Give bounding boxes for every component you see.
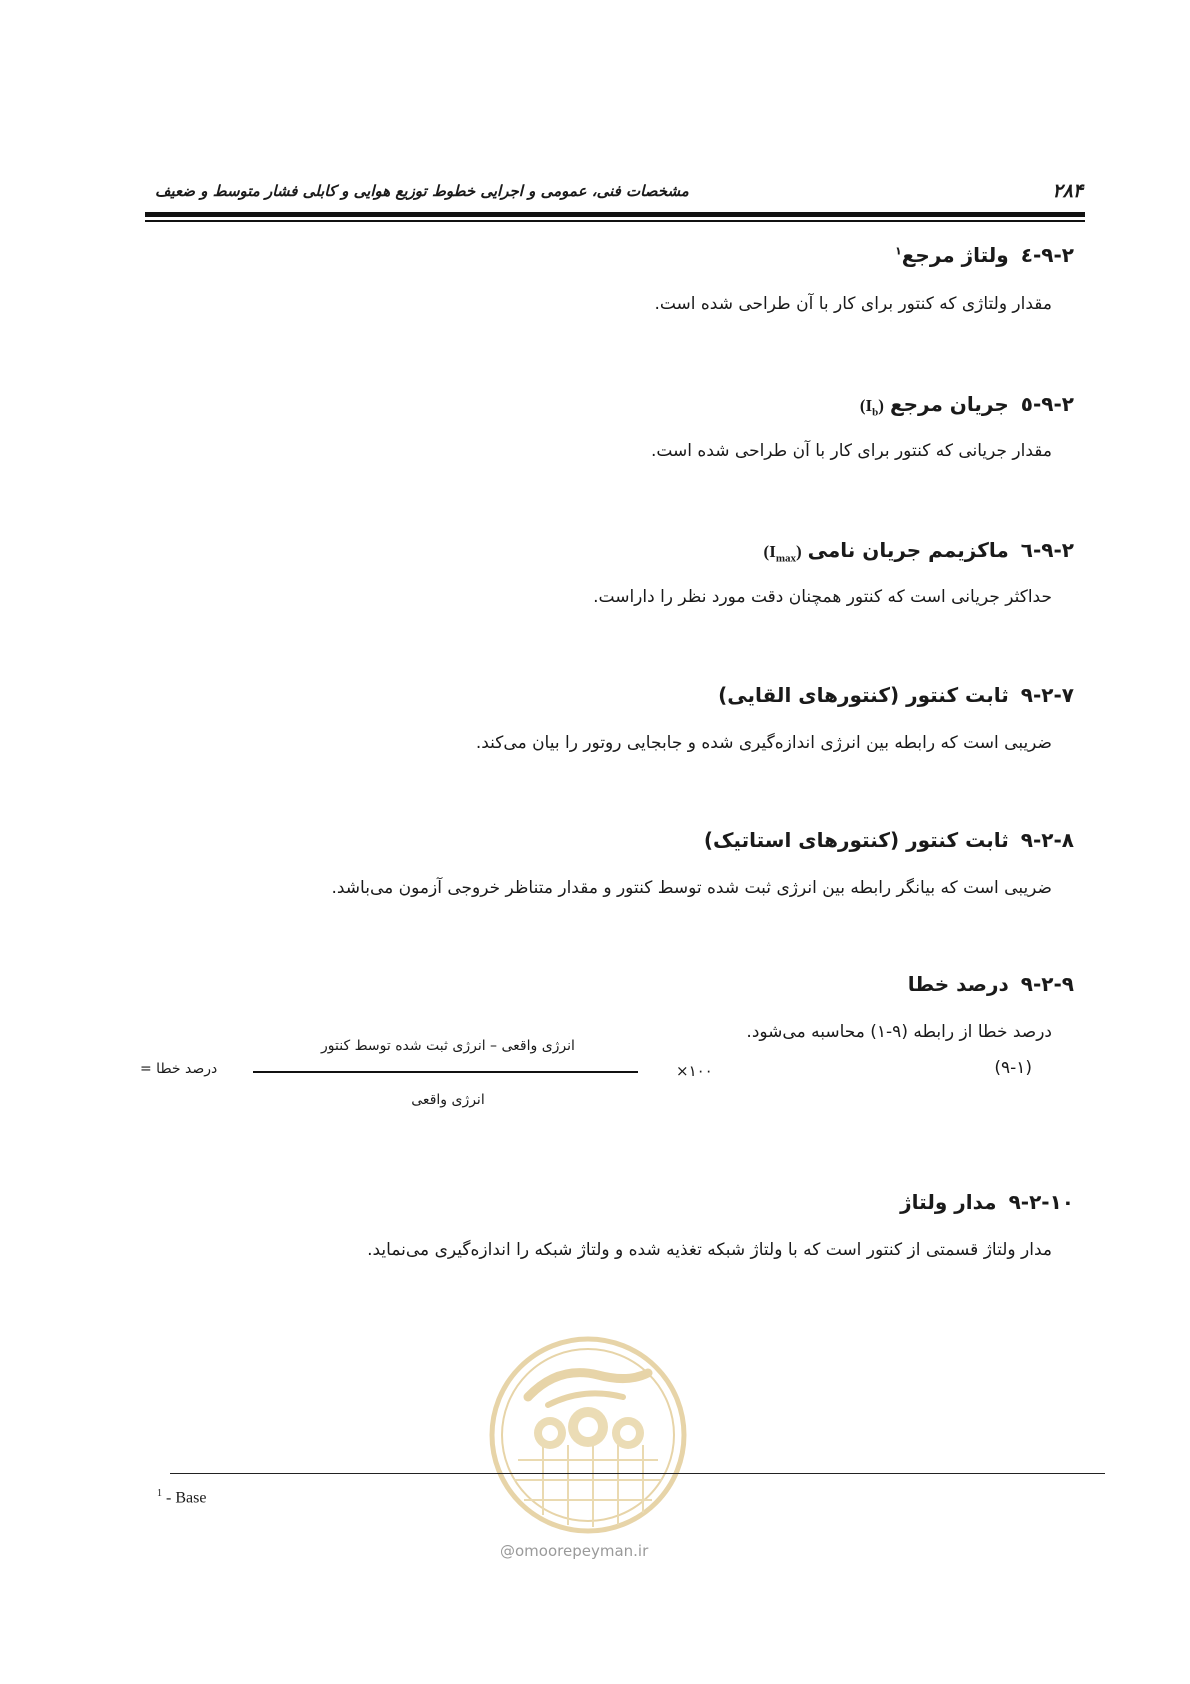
- section-number: ۹-۲-۷: [1020, 683, 1074, 707]
- watermark-url: @omoorepeyman.ir: [500, 1542, 649, 1560]
- symbol: $(I_b)$: [859, 396, 884, 419]
- header-rule-thick: [145, 212, 1085, 217]
- section-heading-9-2-6: [764, 538, 1074, 564]
- section-body-9-2-5: مقدار جریانی که کنتور برای کار با آن طراحی شده است.: [650, 441, 1052, 461]
- footnote-text: - Base: [162, 1489, 207, 1507]
- section-heading-9-2-9: [908, 972, 1074, 996]
- equation-label: (۹-۱): [994, 1058, 1032, 1078]
- footnote-reference: ۱: [895, 244, 902, 258]
- section-body-9-2-10: مدار ولتاژ قسمتی از کنتور است که با ولتاژ شبکه تغذیه شده و ولتاژ شبکه را اندازه‌گیری می‌نماید.: [367, 1240, 1052, 1260]
- section-title: ثابت کنتور (کنتورهای القایی): [718, 683, 1009, 707]
- section-body-9-2-9: درصد خطا از رابطه (۹-۱) محاسبه می‌شود.: [746, 1022, 1052, 1042]
- section-number: ۹-۲-٤: [1020, 243, 1074, 267]
- fraction-bar: [253, 1071, 638, 1073]
- section-body-9-2-4: مقدار ولتاژی که کنتور برای کار با آن طراحی شده است.: [654, 294, 1052, 314]
- section-heading-9-2-4: [895, 243, 1074, 267]
- section-title: ولتاژ مرجع: [901, 243, 1009, 267]
- section-number: ۹-۲-٥: [1020, 392, 1074, 416]
- section-heading-9-2-5: [860, 392, 1074, 418]
- section-title: درصد خطا: [907, 972, 1009, 996]
- footnote-marker: 1: [157, 1488, 162, 1499]
- section-title: ماکزیمم جریان نامی: [807, 538, 1009, 562]
- section-number: ۹-۲-۸: [1020, 828, 1074, 852]
- watermark-logo-icon: [488, 1335, 688, 1535]
- section-number: ۹-۲-٦: [1020, 538, 1074, 562]
- running-header-title: مشخصات فنی، عمومی و اجرایی خطوط توزیع هوایی و کابلی فشار متوسط و ضعیف: [155, 182, 689, 200]
- section-number: ۹-۲-۹: [1020, 972, 1074, 996]
- formula-multiplier: ×۱۰۰: [676, 1062, 713, 1080]
- section-title: جریان مرجع: [889, 392, 1009, 416]
- fraction-denominator: انرژی واقعی: [411, 1092, 485, 1108]
- section-title: مدار ولتاژ: [900, 1190, 997, 1214]
- section-body-9-2-7: ضریبی است که رابطه بین انرژی اندازه‌گیری شده و جابجایی روتور را بیان می‌کند.: [475, 733, 1052, 753]
- section-heading-9-2-10: [900, 1190, 1074, 1214]
- formula-lhs: درصد خطا =: [140, 1061, 218, 1077]
- section-body-9-2-8: ضریبی است که بیانگر رابطه بین انرژی ثبت شده توسط کنتور و مقدار متناظر خروجی آزمون می‌باشد.: [331, 878, 1052, 898]
- section-heading-9-2-7: [718, 683, 1074, 707]
- header-rule-thin: [145, 220, 1085, 222]
- section-number: ۹-۲-۱۰: [1008, 1190, 1074, 1214]
- footnote-separator: [170, 1473, 1105, 1474]
- symbol: $(I_{max})$: [763, 542, 802, 565]
- section-heading-9-2-8: [704, 828, 1074, 852]
- watermark-seal: [488, 1335, 688, 1535]
- section-body-9-2-6: حداکثر جریانی است که کنتور همچنان دقت مورد نظر را داراست.: [593, 587, 1052, 607]
- footnote: [157, 1488, 206, 1507]
- section-title: ثابت کنتور (کنتورهای استاتیک): [703, 828, 1009, 852]
- fraction-numerator: انرژی واقعی – انرژی ثبت شده توسط کنتور: [321, 1038, 575, 1054]
- running-header: [155, 180, 1083, 210]
- page-number: ۲۸۴: [1052, 180, 1083, 202]
